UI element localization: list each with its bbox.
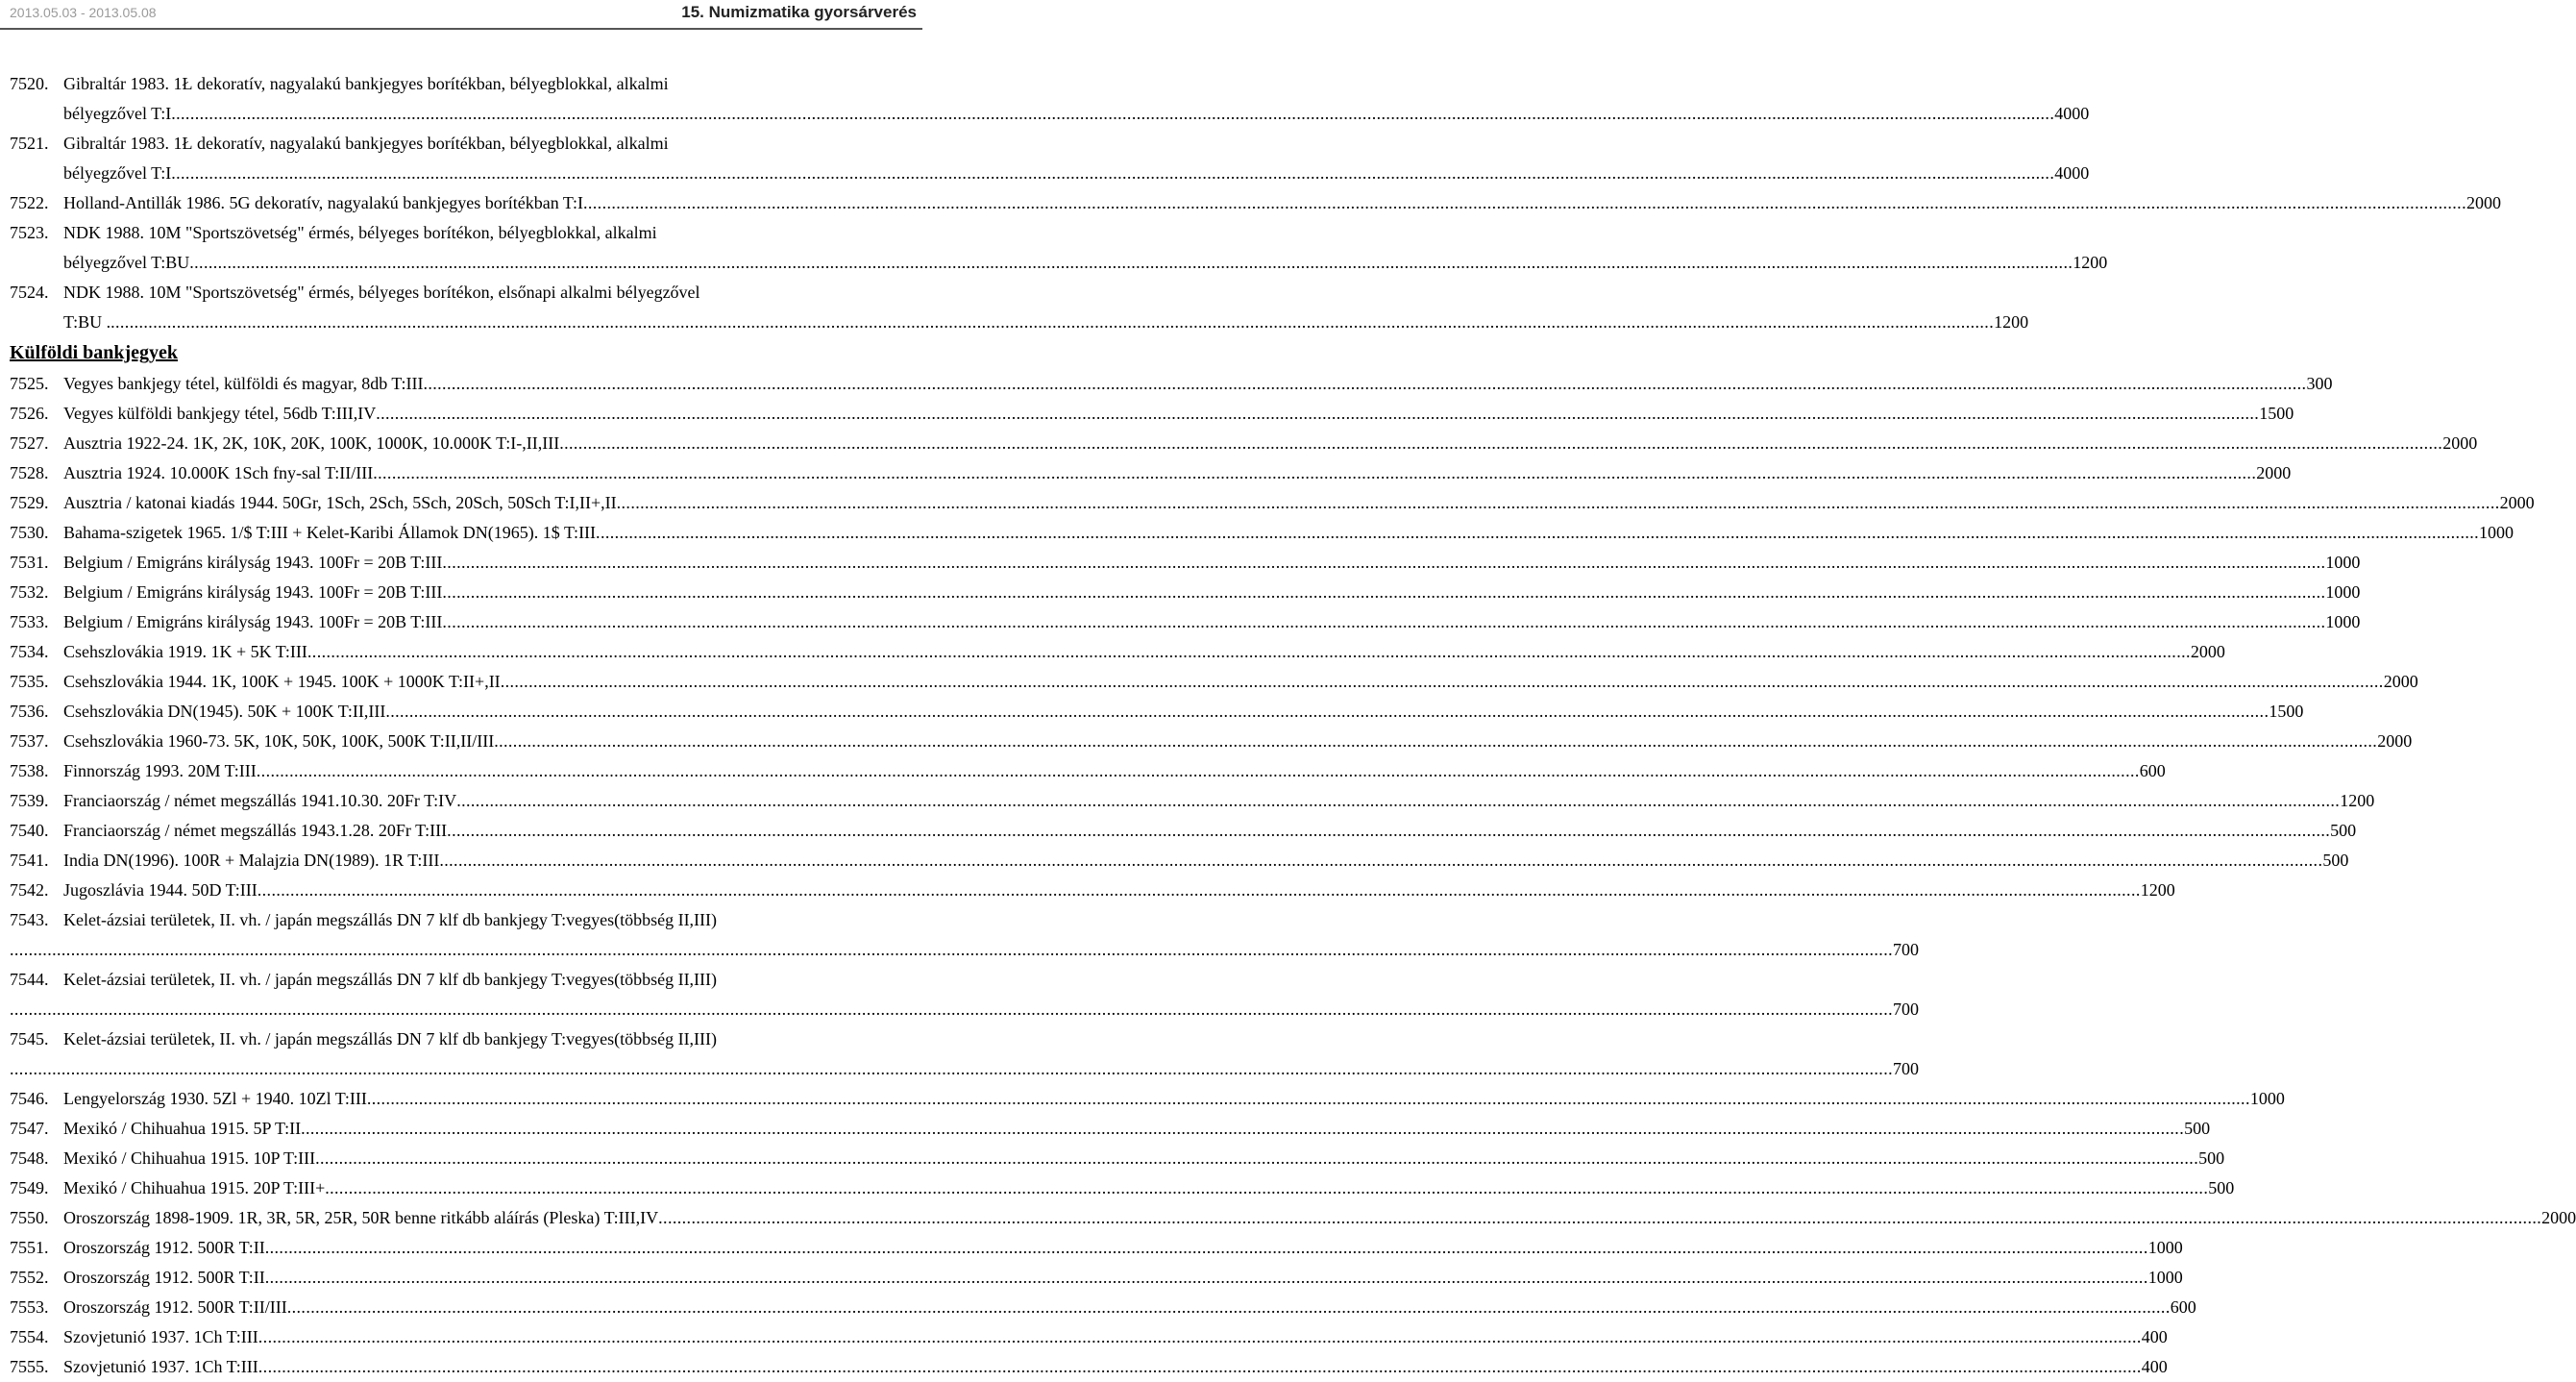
leader-dots: ................................................................................................................................................................................................................................................................................................................................................................................................................ [376,404,2260,423]
lot-description: NDK 1988. 10M "Sportszövetség" érmés, bélyeges borítékon, bélyegblokkal, alkalmi [63,223,657,242]
leader-dots: ................................................................................................................................................................................................................................................................................................................................................................................................................ [500,672,2384,691]
lot-price: 1000 [2479,523,2515,542]
leader-dots: ................................................................................................................................................................................................................................................................................................................................................................................................................ [171,163,2055,183]
lot-price: 500 [2208,1178,2235,1197]
header-divider [0,28,922,30]
lot-description: Csehszlovákia 1944. 1K, 100K + 1945. 100K + 1000K T:II+,II [63,672,501,691]
lot-price: 1000 [2249,1089,2285,1108]
leader-dots: ................................................................................................................................................................................................................................................................................................................................................................................................................ [494,731,2378,751]
lot-description: Gibraltár 1983. 1Ł dekoratív, nagyalakú bankjegyes borítékban, bélyegblokkal, alkalmi [63,74,669,93]
lot-number: 7528. [10,463,49,482]
leader-dots: ................................................................................................................................................................................................................................................................................................................................................................................................................ [315,1148,2199,1168]
lot-line [10,369,2333,399]
lot-line [10,876,2175,905]
lot-text [63,637,2225,667]
leader-dots: ................................................................................................................................................................................................................................................................................................................................................................................................................ [447,821,2331,840]
leader-dots: ................................................................................................................................................................................................................................................................................................................................................................................................................ [307,642,2191,661]
catalog-title: 15. Numizmatika gyorsárverés [681,3,917,21]
lot-price: 2000 [2442,433,2478,453]
leader-dots: ................................................................................................................................................................................................................................................................................................................................................................................................................ [10,1059,1893,1078]
lot-number: 7522. [10,193,49,212]
lot-number: 7532. [10,582,49,602]
lot-line [10,905,836,935]
lot-line [10,129,836,159]
lot-number: 7541. [10,851,49,870]
lot-price: 2000 [2377,731,2413,751]
lot-line-continued [10,935,1919,965]
lot-number: 7527. [10,433,49,453]
lot-text [63,218,836,248]
leader-dots: ................................................................................................................................................................................................................................................................................................................................................................................................................ [264,1268,2148,1287]
lot-description: Mexikó / Chihuahua 1915. 20P T:III+ [63,1178,326,1197]
lot-description: Oroszország 1912. 500R T:II [63,1238,265,1257]
lot-line [10,1352,2168,1382]
leader-dots: ................................................................................................................................................................................................................................................................................................................................................................................................................ [442,582,2326,602]
lot-number: 7537. [10,731,49,751]
catalog-listing [10,69,2576,1382]
lot-line [10,1263,2183,1293]
lot-description-cont: bélyegzővel T:I [63,104,172,123]
lot-price: 1200 [1994,312,2029,332]
leader-dots: ................................................................................................................................................................................................................................................................................................................................................................................................................ [616,493,2500,512]
lot-number: 7546. [10,1089,49,1108]
lot-number: 7521. [10,134,49,153]
lot-line-continued [10,248,2108,278]
lot-price: 500 [2330,821,2357,840]
lot-price: 500 [2322,851,2349,870]
lot-description: Belgium / Emigráns királyság 1943. 100Fr = 20B T:III [63,612,443,631]
lot-text [63,756,2166,786]
lot-text [63,1263,2183,1293]
lot-text [63,667,2418,697]
leader-dots: ................................................................................................................................................................................................................................................................................................................................................................................................................ [385,702,2269,721]
lot-number: 7523. [10,223,49,242]
leader-dots: ................................................................................................................................................................................................................................................................................................................................................................................................................ [442,553,2326,572]
lot-text [63,727,2413,756]
lot-text [63,188,2501,218]
lot-price: 400 [2141,1327,2168,1346]
lot-line [10,399,2294,429]
lot-number: 7542. [10,880,49,900]
lot-number: 7529. [10,493,49,512]
lot-number: 7540. [10,821,49,840]
lot-description: Szovjetunió 1937. 1Ch T:III [63,1357,258,1376]
lot-description: Jugoszlávia 1944. 50D T:III [63,880,258,900]
lot-text [10,1054,1919,1084]
lot-price: 300 [2306,374,2333,393]
lot-text [63,308,2029,337]
leader-dots: ................................................................................................................................................................................................................................................................................................................................................................................................................ [264,1238,2148,1257]
leader-dots: ................................................................................................................................................................................................................................................................................................................................................................................................................ [442,612,2326,631]
lot-description: Franciaország / német megszállás 1941.10.30. 20Fr T:IV [63,791,457,810]
leader-dots: ................................................................................................................................................................................................................................................................................................................................................................................................................ [439,851,2323,870]
lot-line [10,1322,2168,1352]
lot-description: Mexikó / Chihuahua 1915. 10P T:III [63,1148,316,1168]
leader-dots: ................................................................................................................................................................................................................................................................................................................................................................................................................ [257,880,2141,900]
lot-line [10,607,2361,637]
lot-number: 7545. [10,1029,49,1049]
leader-dots: ................................................................................................................................................................................................................................................................................................................................................................................................................ [171,104,2055,123]
lot-line [10,667,2418,697]
lot-description: Oroszország 1898-1909. 1R, 3R, 5R, 25R, 50R benne ritkább aláírás (Pleska) T:III,IV [63,1208,659,1227]
lot-price: 1000 [2325,582,2361,602]
lot-description: Ausztria 1922-24. 1K, 2K, 10K, 20K, 100K, 1000K, 10.000K T:I-,II,III [63,433,560,453]
leader-dots: ................................................................................................................................................................................................................................................................................................................................................................................................................ [456,791,2341,810]
lot-description: Csehszlovákia 1960-73. 5K, 10K, 50K, 100K, 500K T:II,II/III [63,731,495,751]
lot-number: 7553. [10,1297,49,1317]
lot-line [10,637,2225,667]
lot-text [63,159,2090,188]
lot-description: Oroszország 1912. 500R T:II/III [63,1297,287,1317]
lot-line [10,548,2361,578]
lot-description: Csehszlovákia 1919. 1K + 5K T:III [63,642,307,661]
lot-line [10,458,2292,488]
leader-dots: ................................................................................................................................................................................................................................................................................................................................................................................................................ [286,1297,2171,1317]
lot-number: 7536. [10,702,49,721]
lot-line [10,965,836,995]
lot-line [10,756,2166,786]
lot-price: 700 [1893,999,1919,1019]
lot-price: 2000 [2383,672,2418,691]
lot-text [63,697,2304,727]
lot-line [10,1203,2576,1233]
lot-price: 500 [2184,1119,2211,1138]
lot-text [63,399,2294,429]
lot-price: 2000 [2190,642,2225,661]
lot-text [63,429,2478,458]
lot-number: 7533. [10,612,49,631]
lot-price: 1000 [2147,1268,2183,1287]
leader-dots: ................................................................................................................................................................................................................................................................................................................................................................................................................ [256,761,2140,780]
lot-line-continued [10,995,1919,1024]
lot-text [63,1173,2235,1203]
leader-dots: ................................................................................................................................................................................................................................................................................................................................................................................................................ [301,1119,2185,1138]
lot-line-continued [10,159,2090,188]
lot-line [10,1144,2225,1173]
lot-line [10,69,836,99]
lot-description: Gibraltár 1983. 1Ł dekoratív, nagyalakú bankjegyes borítékban, bélyegblokkal, alkalmi [63,134,669,153]
lot-description-cont: bélyegzővel T:I [63,163,172,183]
lot-price: 1000 [2147,1238,2183,1257]
lot-text [63,1084,2285,1114]
lot-description: Franciaország / német megszállás 1943.1.28. 20Fr T:III [63,821,448,840]
section-heading: Külföldi bankjegyek [10,342,179,363]
leader-dots: ................................................................................................................................................................................................................................................................................................................................................................................................................ [559,433,2443,453]
lot-line [10,846,2349,876]
lot-text [63,965,836,995]
lot-text [10,935,1919,965]
lot-number: 7539. [10,791,49,810]
lot-number: 7520. [10,74,49,93]
lot-price: 1200 [2340,791,2375,810]
lot-line-continued [10,308,2029,337]
lot-text [63,816,2357,846]
lot-description: Belgium / Emigráns királyság 1943. 100Fr = 20B T:III [63,553,443,572]
lot-description: Vegyes bankjegy tétel, külföldi és magyar, 8db T:III [63,374,424,393]
lot-number: 7551. [10,1238,49,1257]
lot-text [63,548,2361,578]
lot-text [63,1203,2576,1233]
lot-line [10,429,2478,458]
leader-dots: ................................................................................................................................................................................................................................................................................................................................................................................................................ [658,1208,2542,1227]
lot-price: 1500 [2259,404,2294,423]
lot-text [63,1293,2196,1322]
lot-description: Lengyelország 1930. 5Zl + 1940. 10Zl T:III [63,1089,367,1108]
lot-line-continued [10,1054,1919,1084]
lot-description-cont: T:BU . [63,312,111,332]
lot-price: 1500 [2269,702,2304,721]
lot-text [63,1352,2168,1382]
lot-line [10,727,2413,756]
lot-line [10,518,2515,548]
lot-text [63,69,836,99]
lot-description: Ausztria / katonai kiadás 1944. 50Gr, 1Sch, 2Sch, 5Sch, 20Sch, 50Sch T:I,II+,II [63,493,617,512]
lot-number: 7526. [10,404,49,423]
lot-line [10,816,2357,846]
lot-line [10,1084,2285,1114]
lot-line [10,697,2304,727]
leader-dots: ................................................................................................................................................................................................................................................................................................................................................................................................................ [582,193,2466,212]
lot-price: 1000 [2325,553,2361,572]
lot-text [63,278,836,308]
lot-price: 2000 [2499,493,2535,512]
lot-line-continued [10,99,2090,129]
lot-price: 700 [1893,1059,1919,1078]
lot-text [63,607,2361,637]
lot-line [10,1293,2196,1322]
lot-number: 7555. [10,1357,49,1376]
lot-number: 7531. [10,553,49,572]
date-range: 2013.05.03 - 2013.05.08 [10,5,157,20]
leader-dots: ................................................................................................................................................................................................................................................................................................................................................................................................................ [423,374,2307,393]
leader-dots: ................................................................................................................................................................................................................................................................................................................................................................................................................ [258,1327,2142,1346]
lot-number: 7552. [10,1268,49,1287]
leader-dots: ................................................................................................................................................................................................................................................................................................................................................................................................................ [10,999,1893,1019]
lot-description: Mexikó / Chihuahua 1915. 5P T:II [63,1119,302,1138]
lot-number: 7543. [10,910,49,929]
lot-line [10,578,2361,607]
lot-price: 400 [2141,1357,2168,1376]
lot-text [63,129,836,159]
leader-dots: ................................................................................................................................................................................................................................................................................................................................................................................................................ [10,940,1893,959]
lot-price: 2000 [2466,193,2501,212]
lot-number: 7554. [10,1327,49,1346]
lot-description: India DN(1996). 100R + Malajzia DN(1989). 1R T:III [63,851,440,870]
lot-description: Kelet-ázsiai területek, II. vh. / japán megszállás DN 7 klf db bankjegy T:vegyes(többség II,III) [63,910,718,929]
lot-number: 7549. [10,1178,49,1197]
lot-text [63,1114,2211,1144]
lot-description: Finnország 1993. 20M T:III [63,761,257,780]
leader-dots: ................................................................................................................................................................................................................................................................................................................................................................................................................ [366,1089,2250,1108]
lot-number: 7538. [10,761,49,780]
lot-number: 7547. [10,1119,49,1138]
lot-price: 4000 [2054,163,2090,183]
lot-line [10,1173,2235,1203]
lot-description: Szovjetunió 1937. 1Ch T:III [63,1327,258,1346]
lot-text [10,995,1919,1024]
lot-description: Oroszország 1912. 500R T:II [63,1268,265,1287]
lot-line [10,1114,2211,1144]
leader-dots: ................................................................................................................................................................................................................................................................................................................................................................................................................ [373,463,2257,482]
leader-dots: ................................................................................................................................................................................................................................................................................................................................................................................................................ [258,1357,2142,1376]
leader-dots: ................................................................................................................................................................................................................................................................................................................................................................................................................ [110,312,1995,332]
lot-number: 7544. [10,970,49,989]
lot-price: 600 [2170,1297,2196,1317]
leader-dots: ................................................................................................................................................................................................................................................................................................................................................................................................................ [325,1178,2209,1197]
lot-text [63,905,836,935]
lot-description: Kelet-ázsiai területek, II. vh. / japán megszállás DN 7 klf db bankjegy T:vegyes(többség II,III) [63,970,718,989]
lot-number: 7548. [10,1148,49,1168]
lot-number: 7550. [10,1208,49,1227]
lot-price: 4000 [2054,104,2090,123]
lot-description: Kelet-ázsiai területek, II. vh. / japán megszállás DN 7 klf db bankjegy T:vegyes(többség II,III) [63,1029,718,1049]
lot-text [63,1233,2183,1263]
lot-line [10,1024,836,1054]
lot-line [10,488,2535,518]
lot-description: Vegyes külföldi bankjegy tétel, 56db T:III,IV [63,404,377,423]
lot-text [63,846,2349,876]
lot-description: NDK 1988. 10M "Sportszövetség" érmés, bélyeges borítékon, elsőnapi alkalmi bélyegzővel [63,283,700,302]
lot-text [63,1144,2225,1173]
lot-text [63,876,2175,905]
lot-line [10,278,836,308]
lot-line [10,188,2501,218]
lot-text [63,578,2361,607]
lot-text [63,488,2535,518]
lot-line [10,786,2375,816]
lot-number: 7524. [10,283,49,302]
lot-description: Ausztria 1924. 10.000K 1Sch fny-sal T:II/III [63,463,374,482]
lot-price: 600 [2139,761,2166,780]
leader-dots: ................................................................................................................................................................................................................................................................................................................................................................................................................ [596,523,2480,542]
lot-price: 2000 [2541,1208,2576,1227]
lot-text [63,786,2375,816]
lot-text [63,99,2090,129]
leader-dots: ................................................................................................................................................................................................................................................................................................................................................................................................................ [189,253,2073,272]
page-header [0,0,922,28]
lot-text [63,1024,836,1054]
lot-description: Bahama-szigetek 1965. 1/$ T:III + Kelet-Karibi Államok DN(1965). 1$ T:III [63,523,597,542]
lot-text [63,1322,2168,1352]
lot-number: 7525. [10,374,49,393]
lot-text [63,458,2292,488]
lot-number: 7535. [10,672,49,691]
lot-price: 700 [1893,940,1919,959]
lot-text [63,369,2333,399]
lot-price: 1000 [2325,612,2361,631]
lot-price: 2000 [2256,463,2292,482]
lot-text [63,248,2108,278]
lot-price: 1200 [2073,253,2108,272]
lot-number: 7530. [10,523,49,542]
lot-description: Holland-Antillák 1986. 5G dekoratív, nagyalakú bankjegyes borítékban T:I [63,193,583,212]
lot-number: 7534. [10,642,49,661]
lot-description: Csehszlovákia DN(1945). 50K + 100K T:II,III [63,702,386,721]
lot-line [10,218,836,248]
lot-line [10,1233,2183,1263]
lot-description-cont: bélyegzővel T:BU [63,253,190,272]
lot-price: 500 [2198,1148,2225,1168]
lot-price: 1200 [2140,880,2175,900]
lot-text [63,518,2515,548]
lot-description: Belgium / Emigráns királyság 1943. 100Fr = 20B T:III [63,582,443,602]
